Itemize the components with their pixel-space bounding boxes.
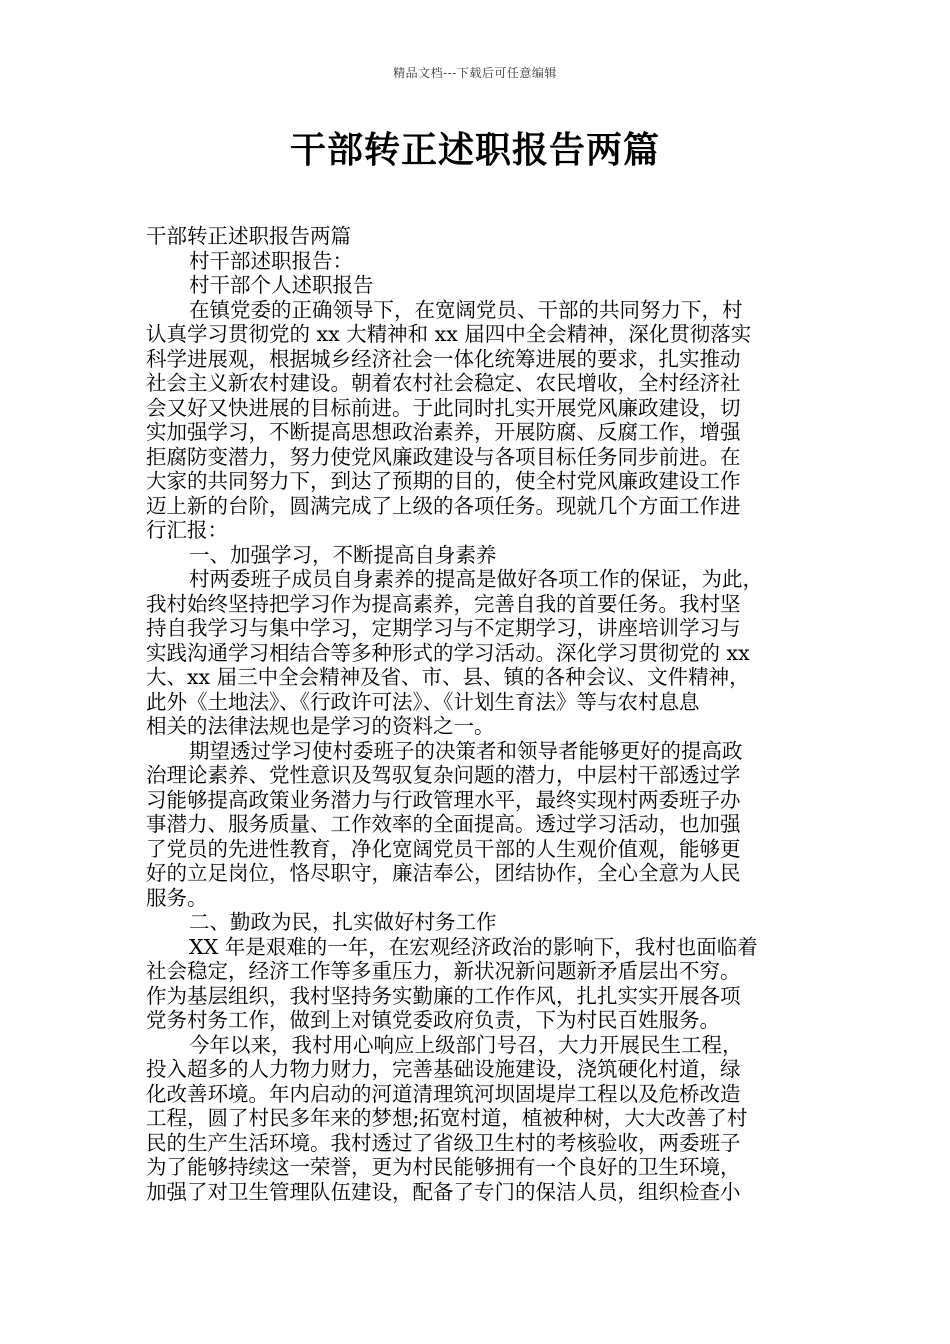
- text-line: 实践沟通学习相结合等多种形式的学习活动。深化学习贯彻党的 xx: [146, 640, 750, 665]
- text-line: 村干部个人述职报告: [189, 273, 374, 297]
- text-line: 治理论素养、党性意识及驾驭复杂问题的潜力，中层村干部透过学: [146, 763, 741, 787]
- text-line: 拒腐防变潜力，努力使党风廉政建设与各项目标任务同步前进。在: [146, 444, 741, 469]
- text-line: 加强了对卫生管理队伍建设，配备了专门的保洁人员，组织检查小: [146, 1179, 741, 1204]
- text-line: 为了能够持续这一荣誉，更为村民能够拥有一个良好的卫生环境，: [146, 1155, 741, 1179]
- text-line: 迈上新的台阶，圆满完成了上级的各项任务。现就几个方面工作进: [146, 493, 741, 518]
- document-title: 干部转正述职报告两篇: [289, 129, 660, 171]
- text-line: 相关的法律法规也是学习的资料之一。: [146, 714, 495, 738]
- text-line: 科学进展观，根据城乡经济社会一体化统筹进展的要求，扎实推动: [146, 346, 741, 371]
- text-line: 了党员的先进性教育，净化宽阔党员干部的人生观价值观，能够更: [146, 836, 741, 861]
- text-line: 社会稳定，经济工作等多重压力，新状况新问题新矛盾层出不穷。: [146, 959, 741, 983]
- text-line: 化改善环境。年内启动的河道清理筑河坝固堤岸工程以及危桥改造: [146, 1081, 741, 1106]
- text-line: 大、xx 届三中全会精神及省、市、县、镇的各种会议、文件精神，: [146, 665, 750, 689]
- text-line: 持自我学习与集中学习，定期学习与不定期学习，讲座培训学习与: [146, 616, 741, 640]
- text-line: 习能够提高政策业务潜力与行政管理水平，最终实现村两委班子办: [146, 787, 741, 812]
- text-line: 村干部述职报告：: [189, 248, 353, 273]
- text-line: 事潜力、服务质量、工作效率的全面提高。透过学习活动，也加强: [146, 812, 741, 836]
- text-line: 社会主义新农村建设。朝着农村社会稳定、农民增收，全村经济社: [146, 371, 741, 395]
- text-line: 一、加强学习，不断提高自身素养: [189, 542, 497, 567]
- document-body: [146, 224, 810, 1204]
- text-line: 大家的共同努力下，到达了预期的目的，使全村党风廉政建设工作: [146, 469, 741, 493]
- text-line: 好的立足岗位，恪尽职守，廉洁奉公，团结协作，全心全意为人民: [146, 861, 741, 885]
- text-line: 党务村务工作，做到上对镇党委政府负责，下为村民百姓服务。: [146, 1008, 720, 1032]
- text-line: 今年以来，我村用心响应上级部门号召，大力开展民生工程，: [189, 1032, 743, 1057]
- text-line: 民的生产生活环境。我村透过了省级卫生村的考核验收，两委班子: [146, 1130, 741, 1155]
- text-line: 作为基层组织，我村坚持务实勤廉的工作作风，扎扎实实开展各项: [146, 983, 741, 1008]
- text-line: 会又好又快进展的目标前进。于此同时扎实开展党风廉政建设，切: [146, 395, 741, 420]
- text-line: XX 年是艰难的一年，在宏观经济政治的影响下，我村也面临着: [189, 934, 758, 959]
- page-header: 精品文档---下载后可任意编辑: [393, 66, 557, 80]
- text-line: 工程，圆了村民多年来的梦想;拓宽村道，植被种树，大大改善了村: [146, 1106, 748, 1130]
- text-line: 在镇党委的正确领导下，在宽阔党员、干部的共同努力下，村: [189, 297, 743, 322]
- text-line: 行汇报：: [146, 518, 228, 542]
- text-line: 认真学习贯彻党的 xx 大精神和 xx 届四中全会精神，深化贯彻落实: [146, 322, 752, 346]
- text-line: 二、勤政为民，扎实做好村务工作: [189, 910, 497, 934]
- text-line: 干部转正述职报告两篇: [146, 224, 351, 248]
- text-line: 村两委班子成员自身素养的提高是做好各项工作的保证，为此，: [189, 567, 763, 591]
- text-line: 服务。: [146, 885, 208, 910]
- text-line: 期望透过学习使村委班子的决策者和领导者能够更好的提高政: [189, 738, 743, 763]
- text-line: 实加强学习，不断提高思想政治素养，开展防腐、反腐工作，增强: [146, 420, 741, 444]
- text-line: 此外《土地法》、《行政许可法》、《计划生育法》等与农村息息: [146, 689, 700, 714]
- text-line: 投入超多的人力物力财力，完善基础设施建设，浇筑硬化村道，绿: [146, 1057, 741, 1081]
- text-line: 我村始终坚持把学习作为提高素养，完善自我的首要任务。我村坚: [146, 591, 741, 616]
